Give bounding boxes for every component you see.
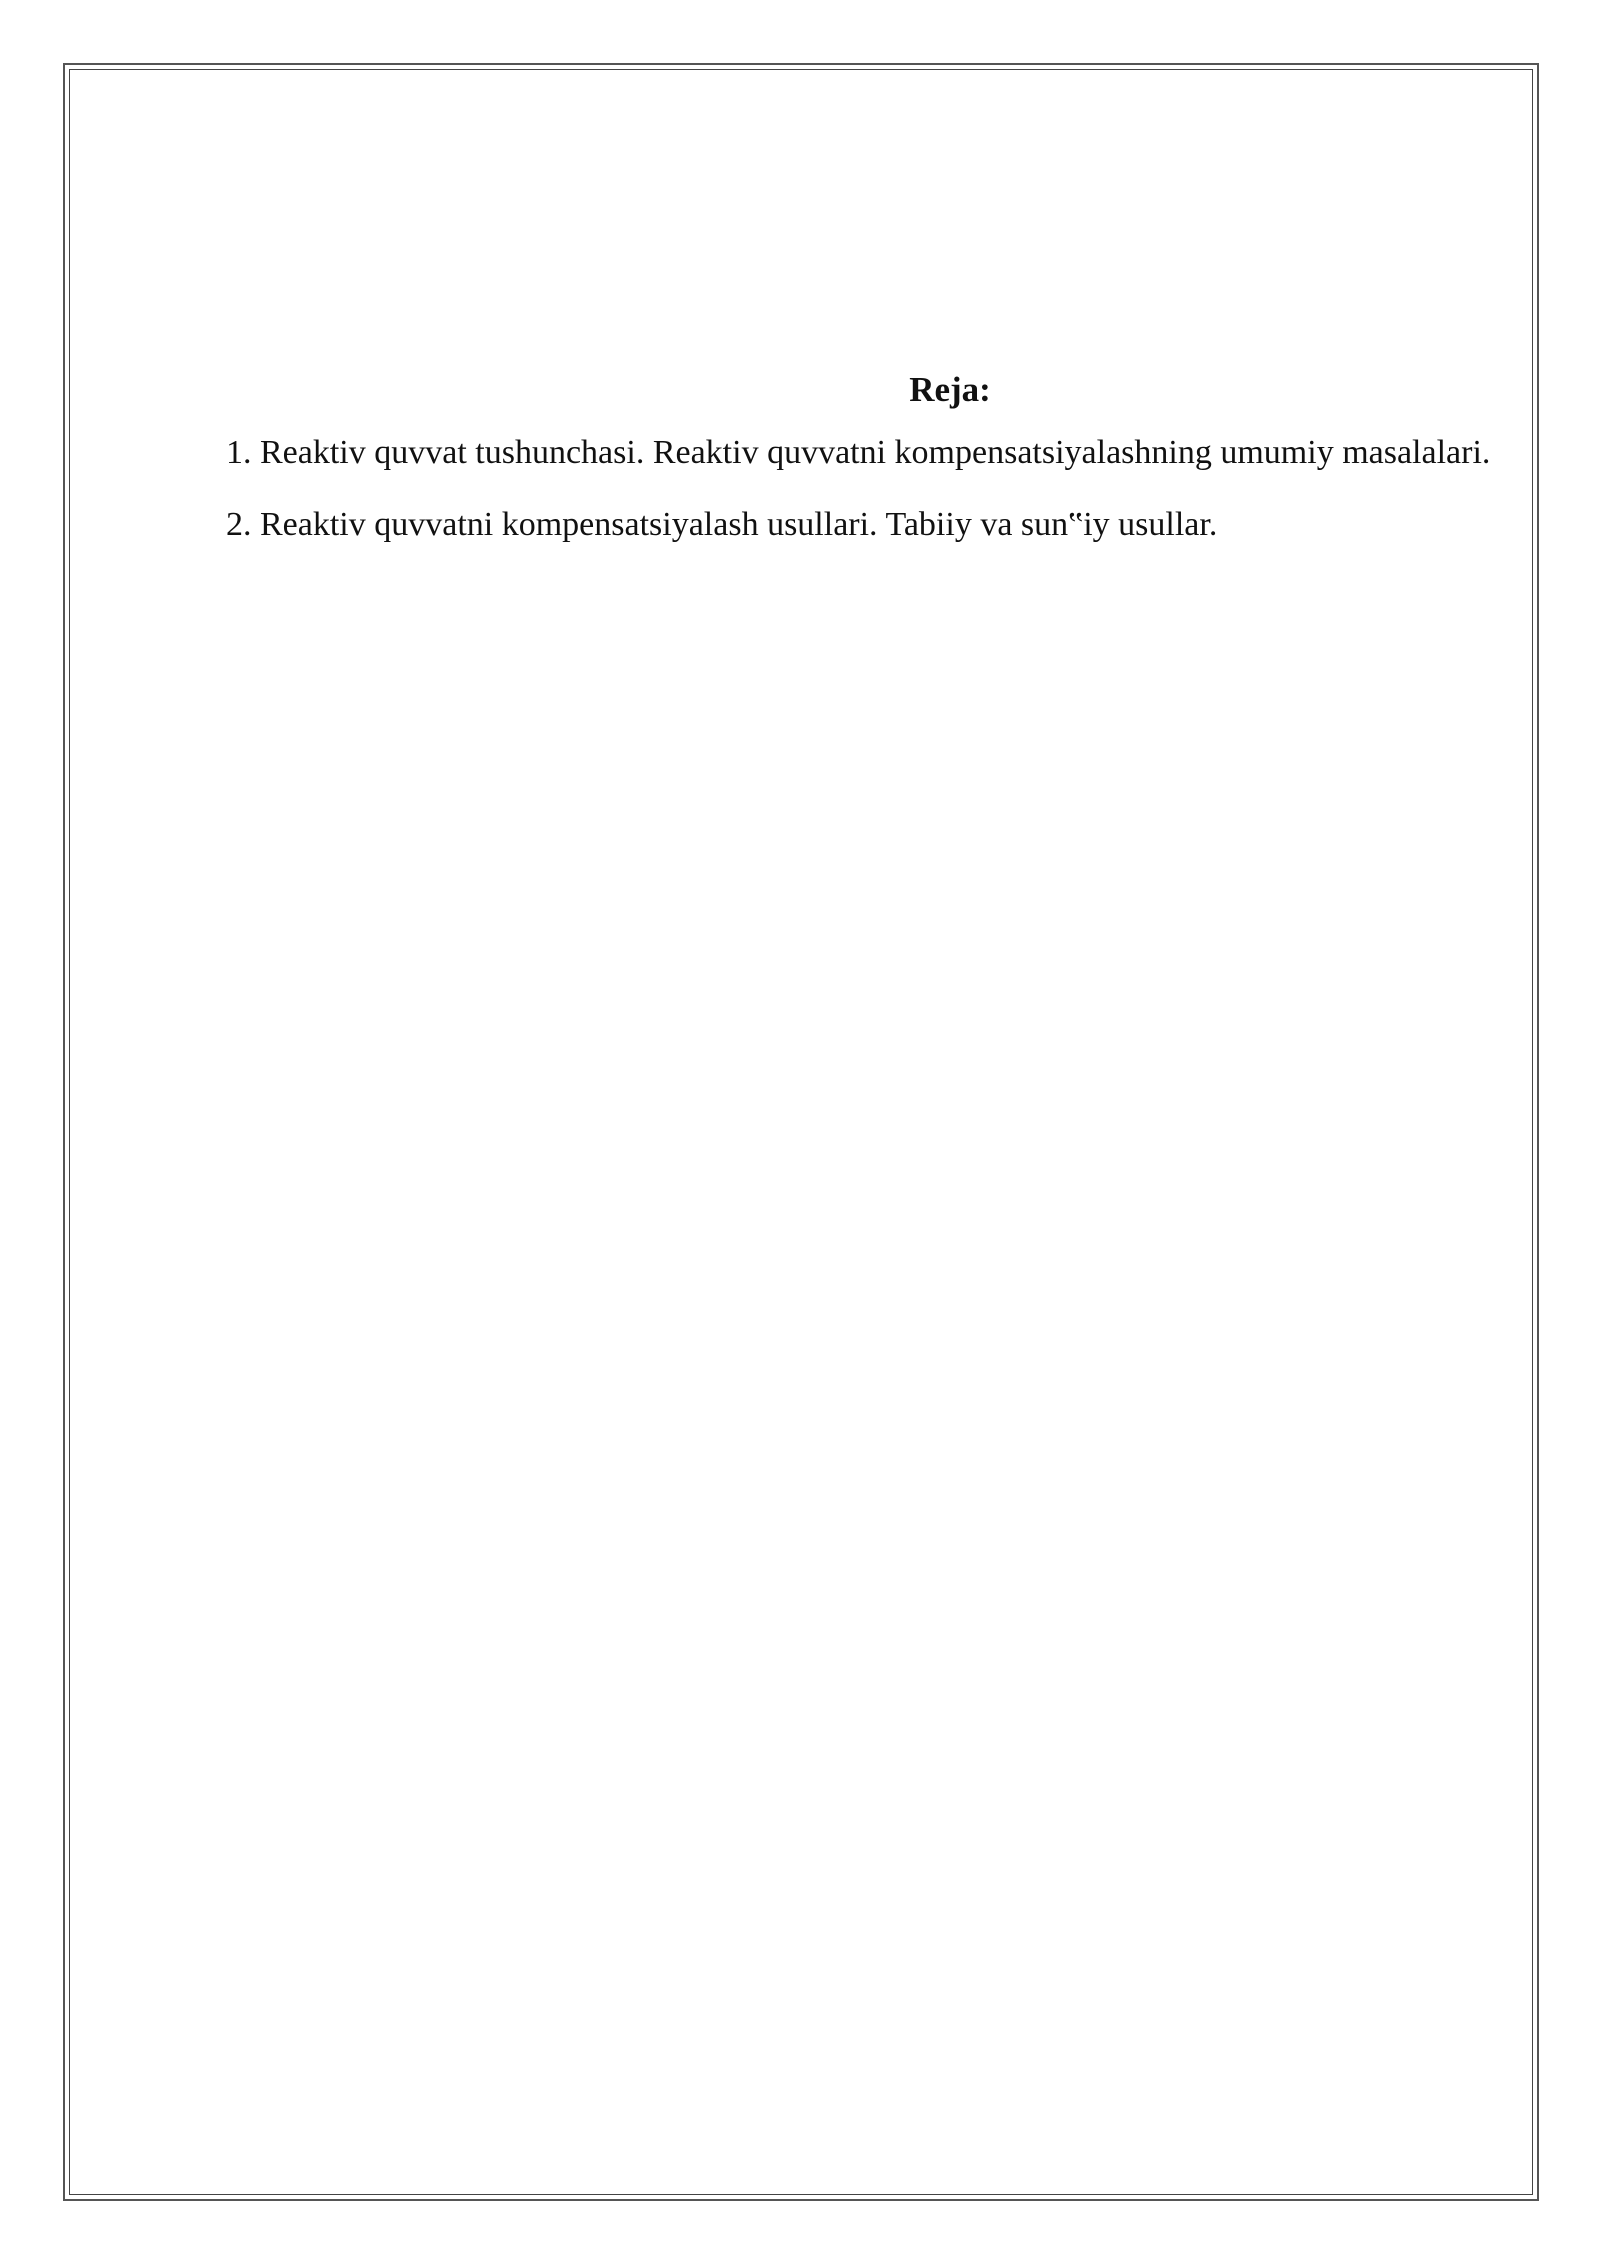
plan-item-1 [226,420,1494,486]
document-content [226,360,1494,558]
plan-item-1-number: 1. [226,434,252,471]
plan-item-2-text: Reaktiv quvvatni kompensatsiyalash usullari. Tabiiy va sun‟iy usullar. [260,506,1218,543]
plan-item-2-number: 2. [226,506,252,543]
plan-item-1-text: Reaktiv quvvat tushunchasi. Reaktiv quvvatni kompensatsiyalashning umumiy masalalari. [260,434,1491,471]
plan-item-2 [226,492,1494,558]
plan-list [226,420,1494,558]
plan-heading: Reja: [909,370,991,409]
